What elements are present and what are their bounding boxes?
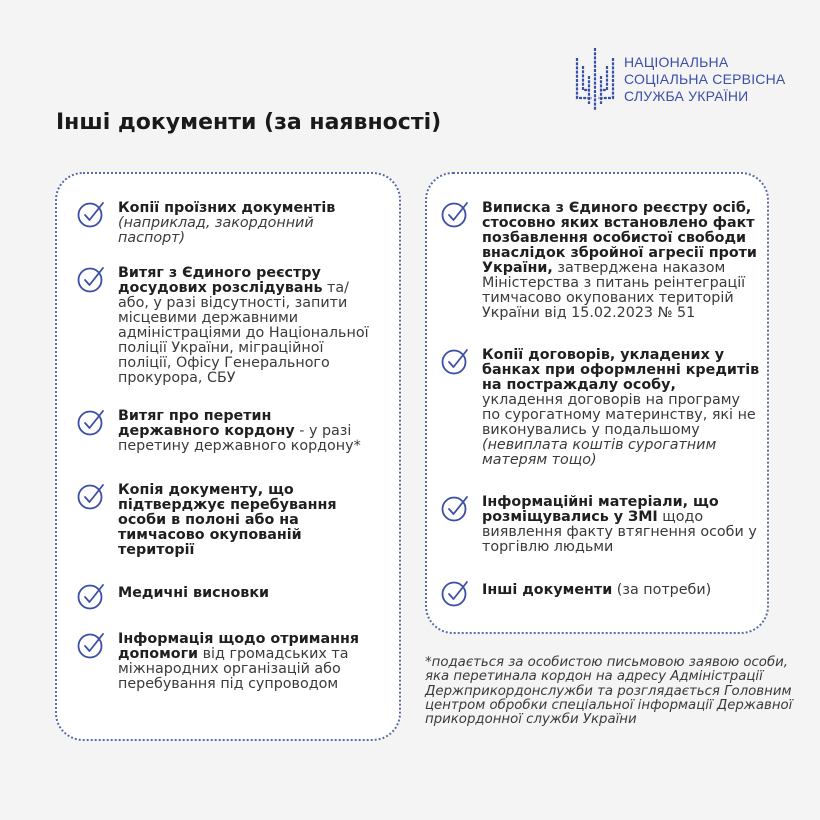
item-title: Інформаційні матеріали, що розміщувались у ЗМІ	[482, 494, 719, 525]
list-item	[440, 495, 760, 555]
brand-logo	[574, 46, 785, 112]
item-title: Витяг з Єдиного реєстру досудових розслідувань	[118, 265, 323, 296]
item-title: Копії проїзних документів	[118, 200, 336, 216]
list-item	[76, 201, 376, 246]
item-description: та/або, у разі відсутності, запити місцевими державними адміністраціями до Національної поліції України, міграційної поліції, Офісу Генерального прокурора, СБУ	[118, 280, 369, 386]
list-item	[440, 201, 760, 321]
check-circle-icon	[440, 493, 470, 523]
item-description: від громадських та міжнародних організацій або перебування під супроводом	[118, 646, 349, 692]
item-title: Медичні висновки	[118, 585, 270, 601]
item-title: Витяг про перетин державного кордону	[118, 408, 295, 439]
item-description: - у разі перетину державного кордону*	[118, 423, 361, 454]
check-circle-icon	[440, 199, 470, 229]
brand-name	[624, 54, 785, 105]
brand-line: СОЦІАЛЬНА СЕРВІСНА	[624, 70, 786, 87]
list-item	[76, 266, 376, 386]
item-note: (наприклад, закордонний паспорт)	[118, 215, 314, 246]
item-text	[482, 201, 760, 321]
check-circle-icon	[440, 346, 470, 376]
list-item	[440, 580, 760, 608]
item-text	[482, 495, 760, 555]
item-text	[118, 586, 269, 601]
item-title: Виписка з Єдиного реєстру осіб, стосовно яких встановлено факт позбавлення особистої свободи внаслідок збройної агресії проти України,	[482, 200, 757, 276]
item-title: Інформація щодо отримання допомоги	[118, 631, 360, 662]
item-text	[118, 266, 376, 386]
item-description: затверджена наказом Міністерства з питань реінтеграції тимчасово окупованих територій України від 15.02.2023 № 51	[482, 260, 746, 321]
check-circle-icon	[76, 199, 106, 229]
list-item	[76, 483, 376, 558]
page-title: Інші документи (за наявності)	[56, 110, 442, 135]
item-text	[118, 201, 376, 246]
check-circle-icon	[76, 264, 106, 294]
item-description: щодо виявлення факту втягнення особи у торгівлю людьми	[482, 509, 757, 555]
list-item	[440, 348, 760, 468]
item-text	[118, 483, 376, 558]
item-description: укладення договорів на програму по сурогатному материнству, які не виконувались у подальшому	[482, 392, 756, 438]
item-text	[482, 348, 760, 468]
item-text	[118, 409, 376, 454]
item-description: (за потреби)	[612, 582, 712, 598]
item-title: Копії договорів, укладених у банках при оформленні кредитів на постраждалу особу,	[482, 347, 760, 393]
list-item	[76, 632, 376, 692]
check-circle-icon	[76, 481, 106, 511]
check-circle-icon	[76, 581, 106, 611]
brand-line: СЛУЖБА УКРАЇНИ	[624, 87, 749, 104]
item-title: Копія документу, що підтверджує перебування особи в полоні або на тимчасово окупованій території	[118, 482, 337, 558]
item-note: (невиплата коштів сурогатним матерям тощо)	[482, 437, 717, 468]
check-circle-icon	[440, 578, 470, 608]
footnote: *подається за особистою письмовою заявою особи, яка перетинала кордон на адресу Адміністрації Держприкордонслужби та розглядається Головним центром обробки спеціальної інформації Державної прикордонної служби України	[425, 655, 793, 728]
trident-emblem-icon	[574, 46, 616, 112]
item-title: Інші документи	[482, 582, 613, 598]
brand-line: НАЦІОНАЛЬНА	[624, 53, 729, 70]
list-item	[76, 409, 376, 454]
check-circle-icon	[76, 630, 106, 660]
item-text	[118, 632, 376, 692]
list-item	[76, 583, 376, 611]
item-text	[482, 583, 711, 598]
check-circle-icon	[76, 407, 106, 437]
